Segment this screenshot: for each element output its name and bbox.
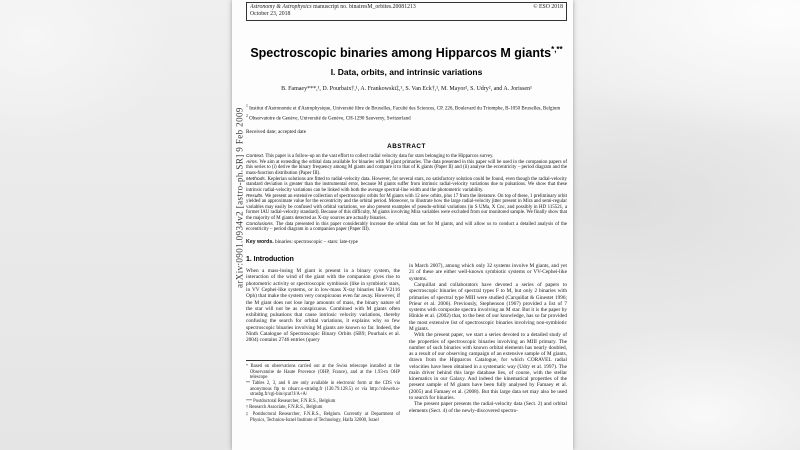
right-column: [409, 256, 567, 414]
header-row-1: [250, 4, 563, 11]
footnote-marker: ***: [246, 397, 252, 403]
affiliation-text: Institut d'Astronomie et d'Astrophysique, Université libre de Bruxelles, Faculté des Sciences, CP. 226, Boulevard du Triomphe, B-1050 Bruxelles, Belgium: [249, 106, 561, 112]
abstract-section-methods: [246, 177, 567, 194]
right-column-paragraph: With the present paper, we start a series devoted to a detailed study of the properties of spectroscopic binaries involving an MIII primary. The number of such binaries with known orbital elements has nearly doubled, as a result of our observing campaign of an extensive sample of M giants, drawn from the Hipparcos Catalogue, for which CORAVEL radial velocities have been obtained in a systematic way (Udry et al. 1997). The main driver behind this large database lies, of course, with the stellar kinematics in our Galaxy. And indeed the kinematical properties of the present sample of M giants have been fully analysed by Famaey et al. (2005) and Famaey et al. (2008). But this large data set may also be used to search for binaries.: [409, 332, 567, 402]
copyright-notice: © ESO 2018: [533, 4, 563, 10]
abstract-section-text: We present an extensive collection of spectroscopic orbits for M giants with 12 new orbits, plus 17 from the literature. On top of these, 1 preliminary orbit yielded an approximate value for the eccentricity and the orbital period. Moreover, to illustrate how the large radial-velocity jitter present in Mira and semi-regular variables may easily be confused with orbital variations, we also present examples of pseudo-orbital variations (in S UMa, X Cnc, and possibly in HD 115521, a former IAU radial-velocity standard). Because of this difficulty, M giants involving Mira variables were excluded from our monitored sample. We finally show that the majority of M giants detected as X-ray sources are actually binaries.: [246, 193, 567, 222]
abstract-body: [246, 154, 567, 233]
left-column: [246, 256, 400, 423]
footnote-item: [246, 380, 400, 397]
header-date: October 23, 2018: [250, 11, 291, 18]
footnote-rule: [246, 360, 310, 361]
footnote-marker: †: [246, 404, 248, 410]
intro-section-heading: 1. Introduction: [246, 256, 294, 264]
abstract-section-label: Context.: [246, 154, 265, 160]
abstract-section-label: Results.: [246, 193, 264, 199]
keywords-line: [246, 239, 567, 245]
page-content: [246, 2, 567, 423]
title-footnote-marker: *,**: [551, 44, 563, 54]
abstract-section-results: [246, 194, 567, 222]
abstract-section-label: Aims.: [246, 159, 259, 165]
arxiv-watermark: arXiv:0901.0934v2 [astro-ph.SR] 9 Feb 2009: [234, 107, 245, 289]
manuscript-header-box: [246, 2, 567, 21]
footnote-marker: *: [246, 363, 248, 369]
footnote-item: [246, 411, 400, 423]
footnote-item: [246, 363, 400, 380]
abstract-section-label: Methods.: [246, 176, 267, 182]
affiliation-number: 1: [246, 104, 248, 109]
abstract-section-label: Conclusions.: [246, 221, 274, 227]
manuscript-line: [250, 4, 416, 11]
keywords-text: binaries: spectroscopic – stars: late-type: [273, 238, 358, 245]
keywords-label: Key words.: [246, 238, 274, 245]
abstract-heading: ABSTRACT: [387, 143, 426, 151]
footnote-text: Postdoctoral Researcher, F.N.R.S., Belgium. Currently at Department of Physics, Technion-Israel Institute of Technology, Haifa 32000, Israel: [249, 412, 400, 423]
affiliation-text: Observatoire de Genève, Université de Genève, CH-1290 Sauverny, Switzerland: [249, 116, 411, 122]
paper-subtitle: I. Data, orbits, and intrinsic variations: [330, 67, 483, 78]
abstract-section-text: The data presented in this paper considerably increase the orbital data set for M giants, and will allow us to conduct a detailed analysis of the eccentricity – period diagram in a companion paper (Paper III).: [246, 221, 567, 233]
paper-title: [246, 43, 567, 60]
paper-page: [232, 0, 573, 450]
footnote-text: Postdoctoral Researcher, F.N.R.S., Belgium: [252, 399, 336, 405]
abstract-section-text: This paper is a follow-up on the vast effort to collect radial velocity data for stars belonging to the Hipparcos survey.: [264, 154, 494, 160]
footnote-text: Based on observations carried out at the Swiss telescope installed at the Observatoire de Haute Provence (OHP, France), and at the 1.93-m OHP telescope: [248, 364, 400, 381]
header-row-2: [250, 11, 563, 18]
right-column-paragraph: in March 2007), among which only 32 systems involve M giants, and yet 21 of these are either well-known symbiotic systems or VV-Cephei-like systems.: [409, 263, 567, 282]
right-column-paragraph: Carquillat and collaborators have devoted a series of papers to spectroscopic binaries of spectral types F to M, but only 2 binaries with primaries of spectral type MIII were studied (Carquillat & Ginestet 1996; Prieur et al. 2006). Previously, Stephenson (1967) provided a list of 7 systems with composite spectra involving an M star. But it is the paper by Hinkle et al. (2002) that, to the best of our knowledge, has so far provided the most extensive list of spectroscopic binaries involving non-symbiotic M giants.: [409, 281, 567, 332]
affiliation-item: [246, 113, 567, 123]
affiliation-number: 2: [246, 114, 248, 119]
right-column-paragraph: The present paper presents the radial-velocity data (Sect. 2) and orbital elements (Sect. 4) of the newly-discovered spectro-: [409, 401, 567, 414]
intro-paragraph: When a mass-losing M giant is present in a binary system, the interaction of the wind of the giant with the companion gives rise to photometric activity or spectroscopic symbiosis (like in symbiotic stars, in VV Cephei-like systems, or in low-mass X-ray binaries like V2116 Oph) that make the system very conspicuous even far away. However, if the M giant does not lose large amounts of mass, the binary nature of the star will not be as conspicuous. Combined with M giants often exhibiting pulsations that cause intrinsic velocity variations, thereby confusing the search for orbital variations, it explains why so few spectroscopic binaries involving M giants are known so far. Indeed, the Ninth Catalogue of Spectroscopic Binary Orbits (SB9; Pourbaix et al. 2004) contains 2746 entries (query: [246, 268, 400, 344]
affiliations-list: [246, 103, 567, 123]
footnote-marker: ‡: [246, 411, 250, 417]
received-accepted-line: Received date; accepted date: [246, 128, 307, 135]
two-column-body: [246, 256, 567, 423]
authors-line: B. Famaey***,¹, D. Pourbaix†,¹, A. Frankowski‡,¹, S. Van Eck†,¹, M. Mayor², S. Udry², and A. Jorissen¹: [281, 86, 532, 93]
journal-name: Astronomy & Astrophysics: [250, 4, 312, 10]
footnote-text: Tables 2, 3, and 6 are only available in electronic form at the CDS via anonymous ftp to cdsarc.u-strasbg.fr (130.79.128.5) or via http://cdsweb.u-strasbg.fr/cgi-bin/qcat?J/A+A/: [250, 381, 400, 398]
abstract-section-text: Keplerian solutions are fitted to radial-velocity data. However, for several stars, no satisfactory solution could be found, even though the radial-velocity standard deviation is greater than the instrumental error, because M giants suffer from intrinsic radial-velocity variations due to pulsations. We show that these intrinsic radial-velocity variations can be linked with both the average spectral-line width and the photometric variability.: [246, 176, 567, 193]
paper-title-text: Spectroscopic binaries among Hipparcos M giants: [250, 46, 552, 61]
affiliation-item: [246, 103, 567, 113]
footnote-block: [246, 360, 400, 424]
abstract-section-aims: [246, 160, 567, 177]
footnote-text: Research Associate, F.N.R.S., Belgium: [248, 405, 323, 411]
manuscript-number: manuscript no. binairesM_orbites.20081213: [311, 4, 416, 10]
footnote-marker: **: [246, 380, 250, 386]
abstract-section-text: We aim at extending the orbital data available for binaries with M giant primaries. The data presented in this paper will be used in the companion papers of this series to (i) derive the binary frequency among M giants and compare it to that of K giants (Paper II) and (ii) analyse the eccentricity – period diagram and the mass-function distribution (Paper III).: [246, 159, 567, 177]
abstract-section-conclusions: [246, 222, 567, 233]
